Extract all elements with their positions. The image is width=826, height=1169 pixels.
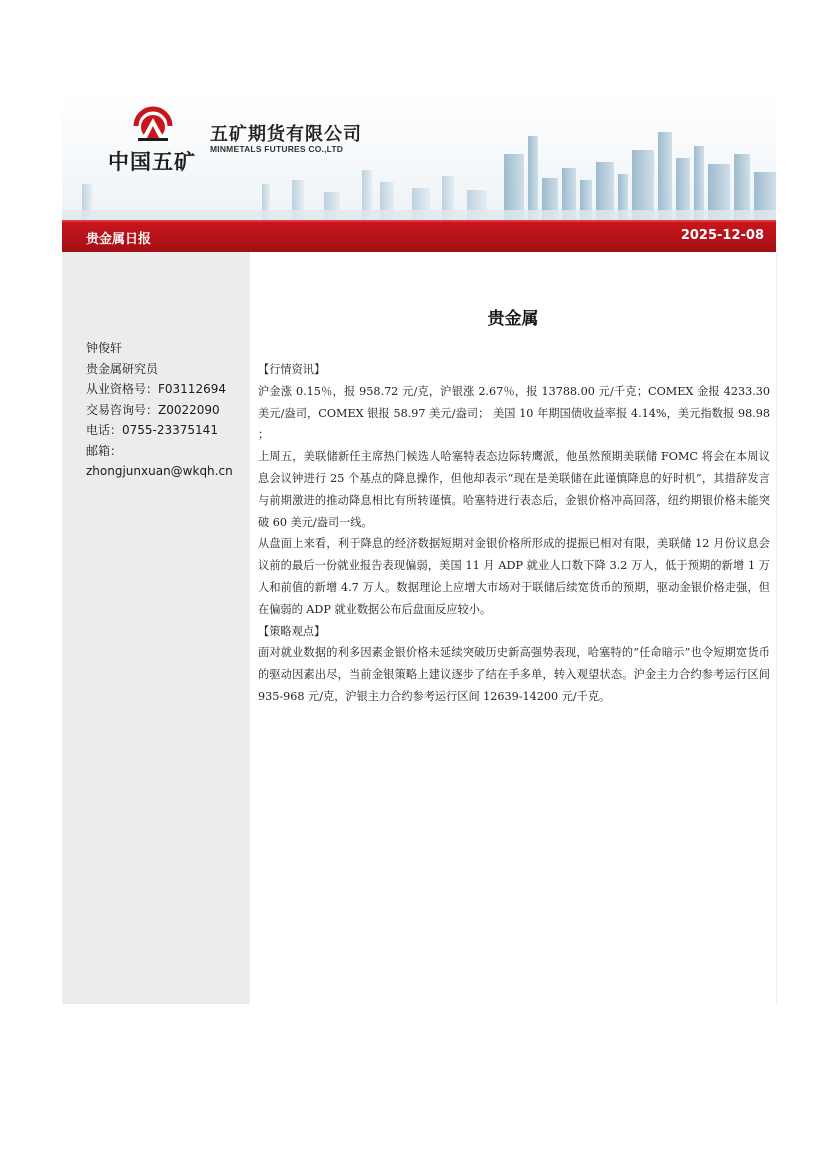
author-email[interactable]: zhongjunxuan@wkqh.cn bbox=[86, 464, 233, 478]
author-phone: 电话：0755-23375141 bbox=[86, 423, 218, 437]
author-email-label: 邮箱： bbox=[86, 443, 123, 458]
paragraph: 面对就业数据的利多因素金银价格未延续突破历史新高强势表现，哈塞特的“任命暗示”也令短期宽货币的驱动因素出尽，当前金银策略上建议逐步了结在手多单，转入观望状态。沪金主力合约参考运行区间 935-968 元/克，沪银主力合约参考运行区间 12639-14200 元/千克。 bbox=[258, 646, 770, 703]
section-heading-strategy: 【策略观点】 bbox=[258, 624, 326, 638]
report-date: 2025-12-08 bbox=[680, 228, 764, 243]
author-info bbox=[86, 338, 233, 482]
section-heading-market: 【行情资讯】 bbox=[258, 363, 326, 376]
report-content bbox=[250, 252, 777, 1004]
report-header bbox=[62, 92, 776, 220]
report-type: 贵金属日报 bbox=[86, 232, 152, 247]
author-role: 贵金属研究员 bbox=[86, 361, 159, 376]
minmetals-logo-icon bbox=[132, 104, 174, 144]
paragraph: 沪金涨 0.15％，报 958.72 元/克，沪银涨 2.67％，报 13788.00 元/千克；COMEX 金报 4233.30 美元/盎司，COMEX 银报 58.97 美元/盎司； 美国 10 年期国债收益率报 4.14%，美元指数报 98.98 ； bbox=[258, 384, 770, 442]
paragraph: 上周五，美联储新任主席热门候选人哈塞特表态边际转鹰派，他虽然预期美联储 FOMC 将会在本周议息会议钟进行 25 个基点的降息操作，但他却表示“现在是美联储在此谨慎降息的好时机”，其措辞发言与前期激进的推动降息相比有所转谨慎。哈塞特进行表态后，金银价格冲高回落，纽约期银价格未能突破 60 美元/盎司一线。 bbox=[258, 450, 770, 529]
report-body bbox=[258, 359, 770, 708]
author-qualification: 从业资格号：F03112694 bbox=[86, 382, 226, 396]
company-name-en: MINMETALS FUTURES CO.,LTD bbox=[210, 144, 344, 154]
author-sidebar bbox=[62, 252, 250, 1004]
author-consult-number: 交易咨询号：Z0022090 bbox=[86, 402, 220, 417]
page-title: 贵金属 bbox=[487, 309, 539, 329]
author-name: 钟俊轩 bbox=[86, 341, 123, 355]
company-name-cn: 五矿期货有限公司 bbox=[210, 124, 362, 145]
logo-wordmark: 中国五矿 bbox=[108, 150, 196, 174]
paragraph: 从盘面上来看，利于降息的经济数据短期对金银价格所形成的提振已相对有限，美联储 12 月份议息会议前的最后一份就业报告表现偏弱，美国 11 月 ADP 就业人口数下降 3.2 万人，低于预期的新增 1 万人和前值的新增 4.7 万人。数据理论上应增大市场对于联储后续宽货币的预期，驱动金银价格走强，但在偏弱的 ADP 就业数据公布后盘面反应较小。 bbox=[258, 537, 770, 616]
report-banner bbox=[62, 220, 776, 252]
